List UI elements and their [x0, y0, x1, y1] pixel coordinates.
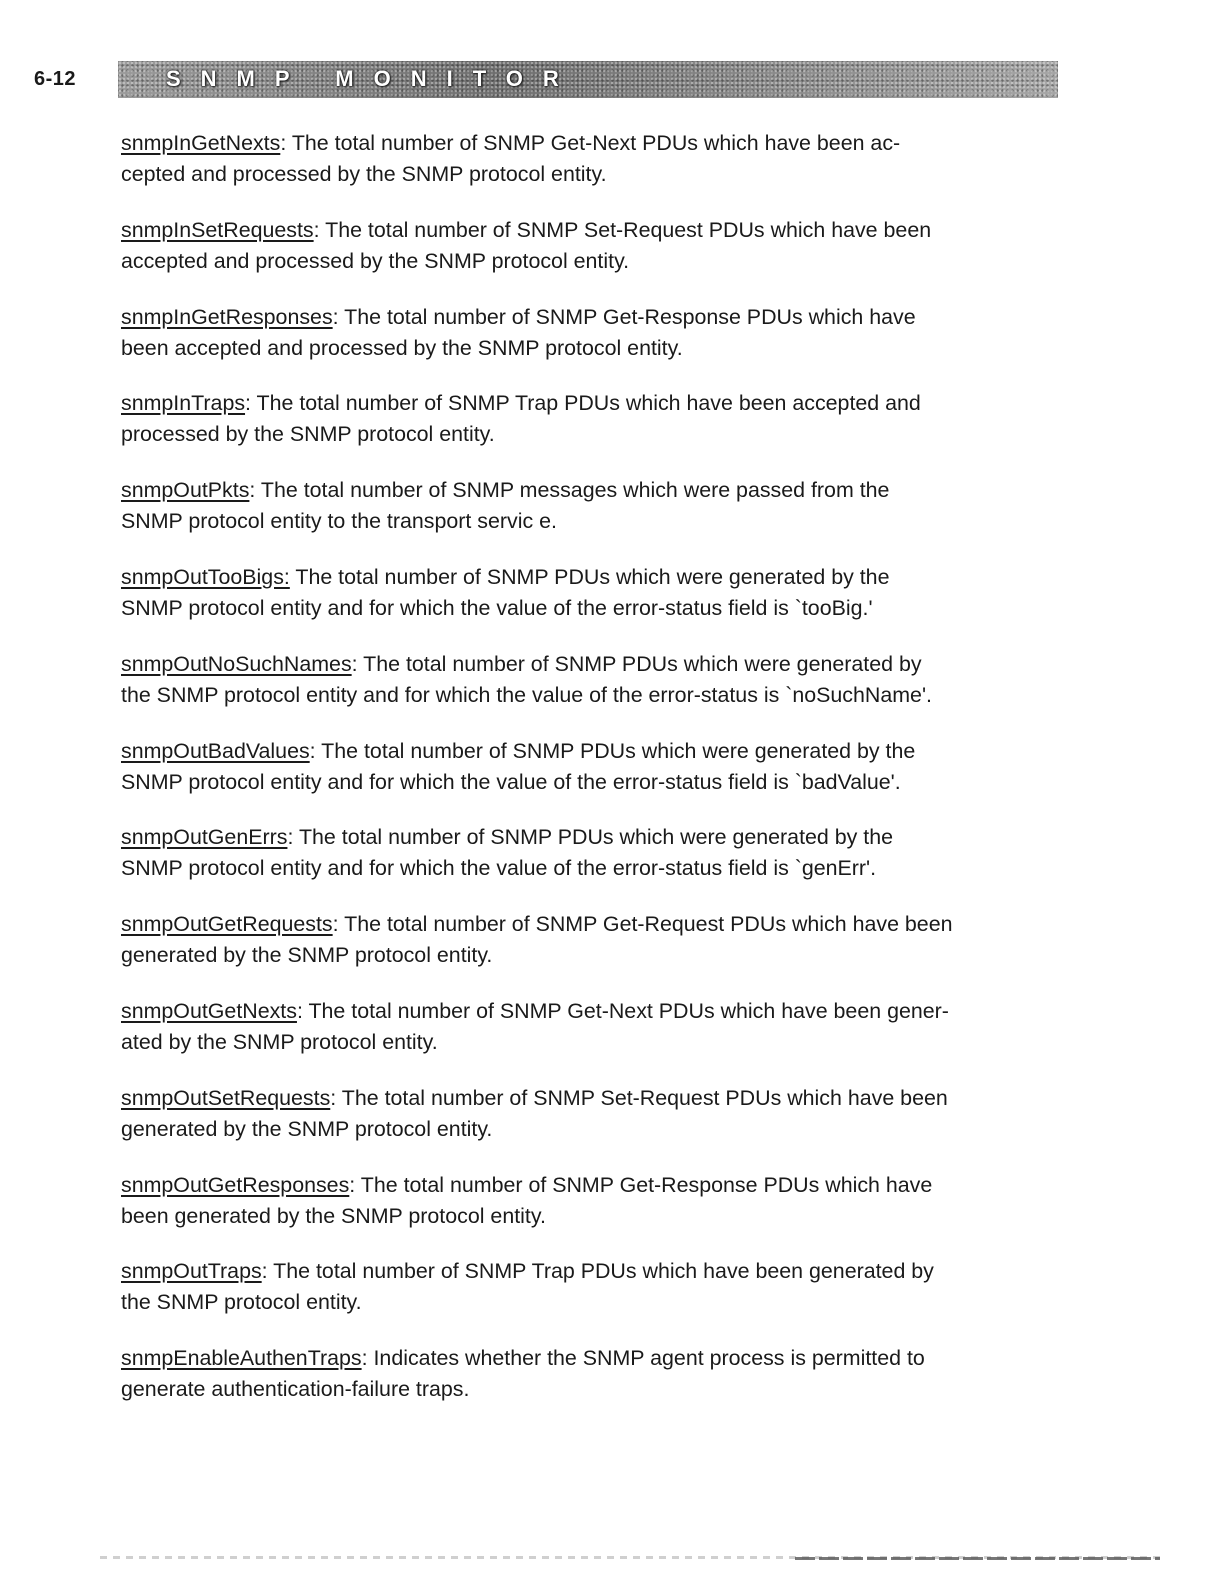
definition-text: The total number of SNMP Get-Next PDUs which have been ac- [286, 131, 901, 155]
term-name: snmpEnableAuthenTraps [121, 1346, 362, 1371]
footer-rule-dark [795, 1557, 1160, 1560]
term-name: snmpOutGetResponses [121, 1172, 350, 1197]
definition-entry [121, 1256, 1066, 1318]
definition-entry [121, 1343, 1066, 1405]
definition-entry [121, 736, 1066, 798]
definition-text: The total number of SNMP PDUs which were generated by the [315, 738, 916, 763]
definition-text-continued: generate authentication-failure traps. [121, 1377, 470, 1402]
term-name: snmpOutGenErrs [121, 825, 288, 850]
definition-text: The total number of SNMP Set-Request PDUs which have been [319, 217, 932, 242]
definition-entry [121, 388, 1066, 450]
definition-text-continued: cepted and processed by the SNMP protocol entity. [121, 162, 607, 186]
term-separator: : [287, 825, 294, 850]
definition-entry [121, 562, 1066, 624]
definition-entry [121, 822, 1066, 884]
term-separator: : [245, 391, 251, 416]
term-name: snmpOutNoSuchNames [121, 651, 352, 676]
definition-text: The total number of SNMP PDUs which were generated by [357, 651, 922, 676]
definition-text: The total number of SNMP Get-Next PDUs which have been gener- [302, 998, 949, 1023]
definition-text-continued: generated by the SNMP protocol entity. [121, 1116, 493, 1141]
term-name: snmpInGetResponses [121, 304, 333, 329]
term-separator: : [330, 1085, 337, 1110]
definition-text-continued: been accepted and processed by the SNMP protocol entity. [121, 335, 683, 360]
term-name: snmpInGetNexts [121, 131, 281, 155]
term-name: snmpOutTraps [121, 1259, 262, 1284]
term-separator: : [349, 1172, 356, 1197]
definition-text: Indicates whether the SNMP agent process is permitted to [367, 1346, 925, 1371]
term-separator: : [351, 651, 358, 676]
definition-text: The total number of SNMP Get-Response PDUs which have [338, 304, 916, 329]
term-name: snmpInTraps [121, 391, 246, 416]
definition-text-continued: ated by the SNMP protocol entity. [121, 1029, 438, 1054]
definition-text-continued: SNMP protocol entity and for which the value of the error-status field is `badValue'. [121, 769, 901, 794]
term-separator: : [296, 998, 303, 1023]
definition-entry [121, 475, 1066, 537]
term-separator: : [313, 217, 320, 242]
term-name: snmpOutGetRequests [121, 912, 333, 937]
definition-text-continued: processed by the SNMP protocol entity. [121, 422, 495, 447]
definition-entry [121, 1170, 1066, 1232]
chapter-banner [118, 61, 1058, 98]
definition-text: The total number of SNMP messages which were passed from the [255, 478, 890, 503]
definition-text-continued: SNMP protocol entity and for which the value of the error-status field is `tooBig.' [121, 595, 873, 620]
term-name: snmpOutGetNexts [121, 998, 297, 1023]
definition-entry [121, 1083, 1066, 1145]
definition-text-continued: generated by the SNMP protocol entity. [121, 943, 493, 968]
definition-text: The total number of SNMP PDUs which were generated by the [289, 564, 890, 589]
definition-text-continued: the SNMP protocol entity and for which the value of the error-status is `noSuchName'. [121, 682, 932, 707]
definition-text: The total number of SNMP Get-Response PDUs which have [355, 1172, 933, 1197]
definition-list [121, 128, 1066, 1430]
definition-text: The total number of SNMP Set-Request PDUs which have been [336, 1085, 948, 1110]
term-separator: : [249, 478, 256, 503]
definition-text: The total number of SNMP Trap PDUs which have been accepted and [250, 391, 921, 416]
term-name: snmpOutBadValues [121, 738, 310, 763]
term-name: snmpInSetRequests [121, 217, 314, 242]
term-separator: : [309, 738, 316, 763]
definition-text-continued: been generated by the SNMP protocol entity. [121, 1203, 546, 1228]
term-separator: : [280, 131, 287, 155]
definition-text-continued: SNMP protocol entity to the transport servic e. [121, 509, 557, 534]
term-name: snmpOutPkts [121, 478, 250, 503]
definition-text-continued: accepted and processed by the SNMP protocol entity. [121, 248, 630, 273]
definition-entry [121, 909, 1066, 971]
definition-text: The total number of SNMP Get-Request PDUs which have been [338, 912, 953, 937]
chapter-title: SNMP MONITOR [166, 66, 579, 91]
term-name: snmpOutTooBigs: [121, 564, 290, 589]
definition-entry [121, 302, 1066, 364]
definition-entry [121, 128, 1066, 190]
term-separator: : [361, 1346, 368, 1371]
term-separator: : [261, 1259, 268, 1284]
term-separator: : [332, 912, 339, 937]
page-number: 6-12 [34, 68, 77, 90]
definition-text: The total number of SNMP PDUs which were generated by the [293, 825, 894, 850]
definition-entry [121, 215, 1066, 277]
definition-text: The total number of SNMP Trap PDUs which have been generated by [267, 1259, 934, 1284]
definition-text-continued: SNMP protocol entity and for which the value of the error-status field is `genErr'. [121, 856, 877, 881]
definition-text-continued: the SNMP protocol entity. [121, 1290, 362, 1315]
definition-entry [121, 649, 1066, 711]
term-separator: : [332, 304, 339, 329]
term-name: snmpOutSetRequests [121, 1085, 331, 1110]
definition-entry [121, 996, 1066, 1058]
